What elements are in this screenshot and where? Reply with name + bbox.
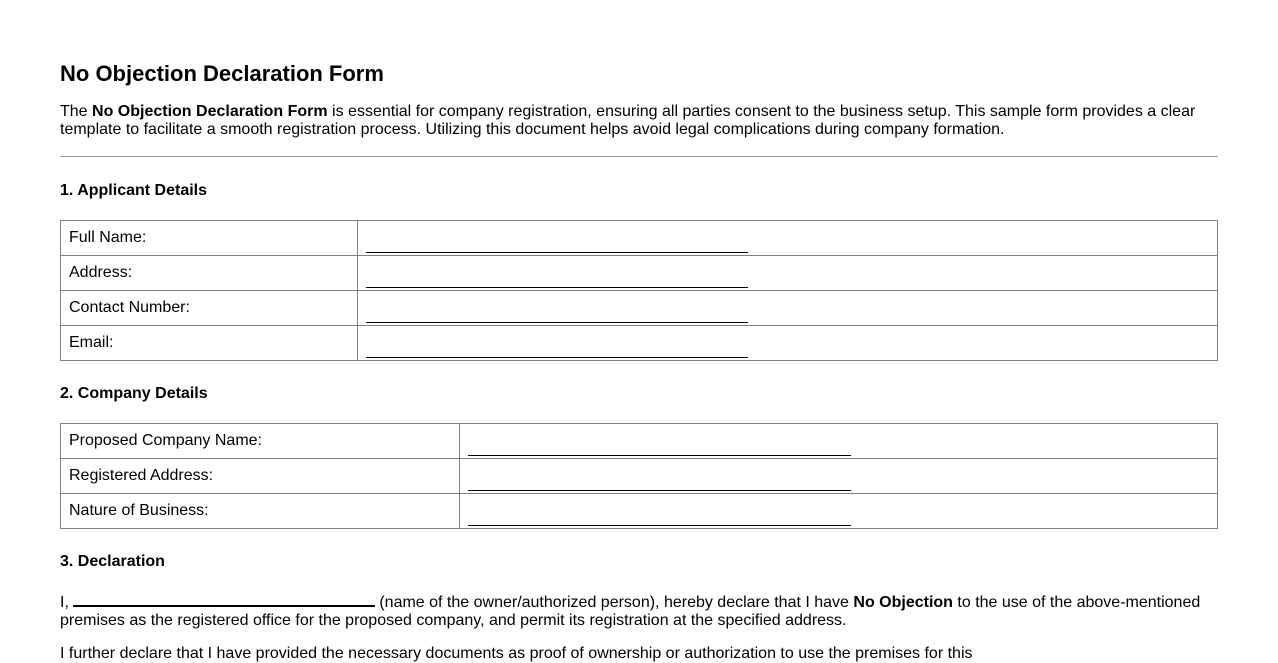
proposed-company-name-field[interactable]: [460, 424, 1218, 459]
fill-in-line[interactable]: [366, 267, 748, 288]
fill-in-line[interactable]: [366, 232, 748, 253]
declaration-text-end: to the use of the above-mentioned premises as the registered office for the proposed company, and permit its registration at the specified address.: [60, 594, 1201, 629]
field-label: Address:: [61, 256, 358, 291]
registered-address-field[interactable]: [460, 459, 1218, 494]
table-row: [61, 326, 1218, 361]
fill-in-line[interactable]: [468, 470, 851, 491]
table-row: [61, 494, 1218, 529]
declaration-prefix: I,: [60, 594, 69, 611]
intro-text: is essential for company registration, ensuring all parties consent to the business setup. This sample form provides a clear template to facilitate a smooth registration process. Utilizing this document helps avoid legal complications during company formation.: [60, 103, 1196, 138]
company-details-table: [60, 423, 1218, 529]
nature-of-business-field[interactable]: [460, 494, 1218, 529]
page-title: No Objection Declaration Form: [60, 61, 384, 86]
declaration-bold: No Objection: [853, 594, 953, 611]
table-row: [61, 221, 1218, 256]
fill-in-line[interactable]: [366, 302, 748, 323]
intro-prefix: The: [60, 103, 93, 120]
declaration-paragraph-2: I further declare that I have provided the necessary documents as proof of ownership or authorization to use the premises for this: [60, 645, 973, 662]
field-label: Registered Address:: [61, 459, 460, 494]
section-heading-declaration: 3. Declaration: [60, 553, 165, 570]
full-name-field[interactable]: [358, 221, 1218, 256]
field-label: Proposed Company Name:: [61, 424, 460, 459]
section-heading-company: 2. Company Details: [60, 385, 208, 402]
fill-in-line[interactable]: [366, 337, 748, 358]
fill-in-line[interactable]: [468, 505, 851, 526]
email-field[interactable]: [358, 326, 1218, 361]
section-heading-applicant: 1. Applicant Details: [60, 182, 207, 199]
table-row: [61, 424, 1218, 459]
applicant-details-table: [60, 220, 1218, 361]
table-row: [61, 256, 1218, 291]
declaration-text: (name of the owner/authorized person), hereby declare that I have: [374, 594, 854, 611]
table-row: [61, 291, 1218, 326]
fill-in-line[interactable]: [468, 435, 851, 456]
divider: [60, 156, 1218, 157]
field-label: Nature of Business:: [61, 494, 460, 529]
field-label: Email:: [61, 326, 358, 361]
declaration-paragraph: [60, 591, 1218, 630]
field-label: Contact Number:: [61, 291, 358, 326]
intro-bold-title: No Objection Declaration Form: [92, 103, 328, 120]
address-field[interactable]: [358, 256, 1218, 291]
intro-paragraph: [60, 103, 1218, 139]
table-row: [61, 459, 1218, 494]
owner-name-blank[interactable]: [73, 591, 375, 607]
field-label: Full Name:: [61, 221, 358, 256]
contact-number-field[interactable]: [358, 291, 1218, 326]
